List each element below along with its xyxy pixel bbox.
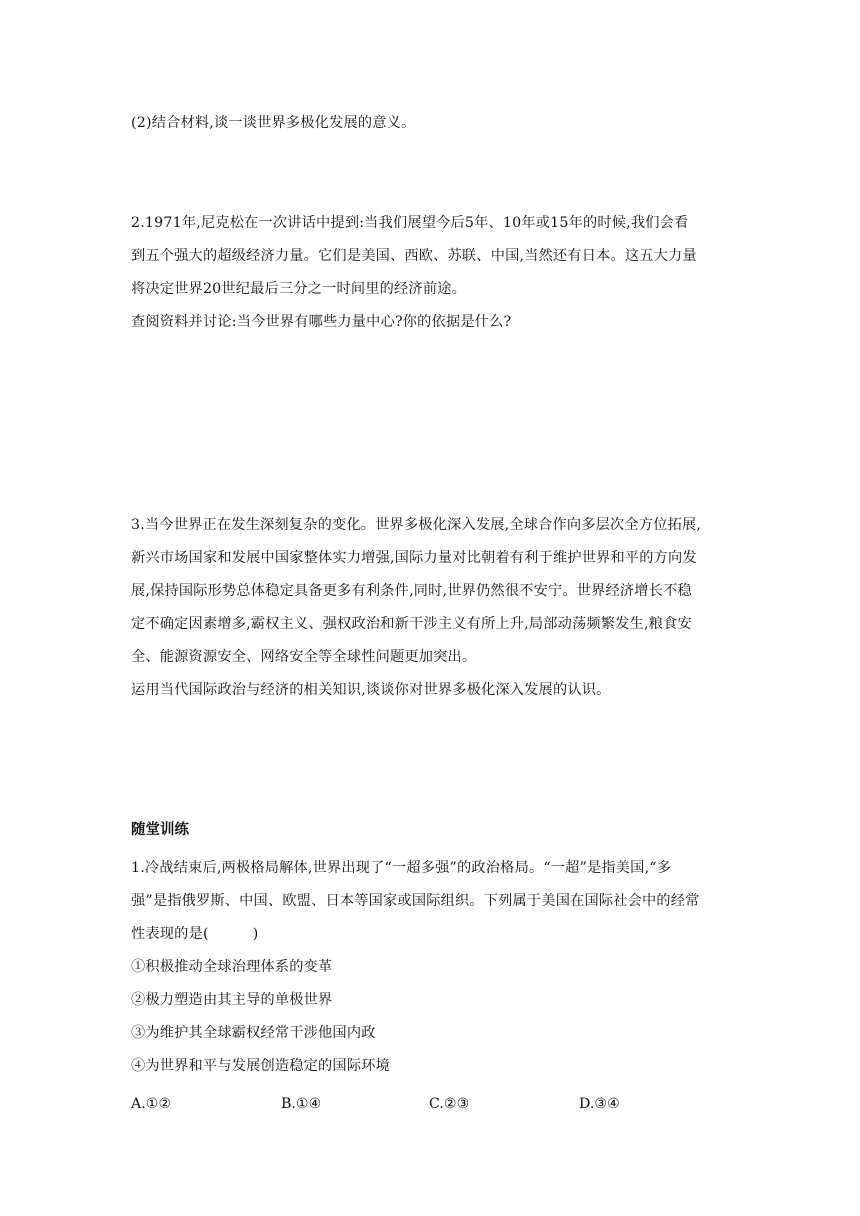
question-stem-end: 性表现的是( xyxy=(131,926,209,942)
question-line: 定不确定因素增多,霸权主义、强权政治和新干涉主义有所上升,局部动荡频繁发生,粮食安 xyxy=(131,616,692,632)
question-prompt: 运用当代国际政治与经济的相关知识,谈谈你对世界多极化深入发展的认识。 xyxy=(131,682,611,698)
option-c: C.②③ xyxy=(429,1096,470,1112)
question-line: 新兴市场国家和发展中国家整体实力增强,国际力量对比朝着有利于维护世界和平的方向发 xyxy=(131,550,697,566)
question-line: 1.冷战结束后,两极格局解体,世界出现了“一超多强”的政治格局。“一超”是指美国,“多 xyxy=(131,860,672,876)
question-line: 全、能源资源安全、网络安全等全球性问题更加突出。 xyxy=(131,649,477,665)
question-line: 将决定世界20世纪最后三分之一时间里的经济前途。 xyxy=(131,281,466,297)
question-line: 展,保持国际形势总体稳定具备更多有利条件,同时,世界仍然很不安宁。世界经济增长不稳 xyxy=(131,583,692,599)
question-line: 2.1971年,尼克松在一次讲话中提到:当我们展望今后5年、10年或15年的时候,我们会看 xyxy=(131,215,689,231)
closing-paren: ) xyxy=(252,926,259,942)
statement-item: ②极力塑造由其主导的单极世界 xyxy=(131,992,333,1008)
question-line-with-blank xyxy=(131,918,731,951)
statement-item: ①积极推动全球治理体系的变革 xyxy=(131,959,333,975)
question-line: 到五个强大的超级经济力量。它们是美国、西欧、苏联、中国,当然还有日本。这五大力量 xyxy=(131,248,697,264)
practice-question-1 xyxy=(131,852,731,1083)
option-b: B.①④ xyxy=(281,1096,322,1112)
question-line: 强”是指俄罗斯、中国、欧盟、日本等国家或国际组织。下列属于美国在国际社会中的经常 xyxy=(131,893,700,909)
question-line: (2)结合材料,谈一谈世界多极化发展的意义。 xyxy=(131,115,416,131)
answer-options xyxy=(131,1088,731,1121)
option-a: A.①② xyxy=(131,1096,172,1112)
question-3 xyxy=(131,509,731,707)
question-2-part-2 xyxy=(131,107,731,140)
option-d: D.③④ xyxy=(579,1096,620,1112)
statement-item: ③为维护其全球霸权经常干涉他国内政 xyxy=(131,1025,376,1041)
question-2 xyxy=(131,207,731,339)
statement-item: ④为世界和平与发展创造稳定的国际环境 xyxy=(131,1058,390,1074)
question-line: 3.当今世界正在发生深刻复杂的变化。世界多极化深入发展,全球合作向多层次全方位拓展, xyxy=(131,517,702,533)
section-heading: 随堂训练 xyxy=(131,822,189,838)
question-prompt: 查阅资料并讨论:当今世界有哪些力量中心?你的依据是什么? xyxy=(131,314,512,330)
